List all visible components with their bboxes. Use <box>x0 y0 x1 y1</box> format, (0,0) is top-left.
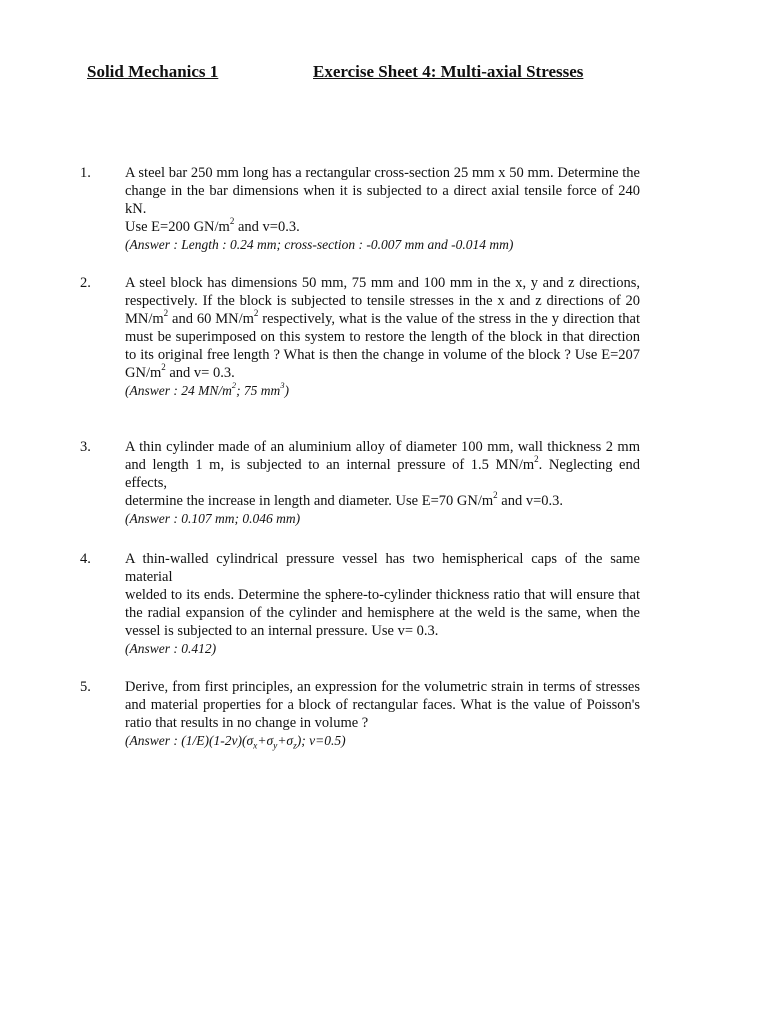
question-line: the radial expansion of the cylinder and hemisphere at the weld is the same, when the <box>125 605 640 621</box>
answer-text: (Answer : $(1/E)(1-2v)(\sigma_x+\sigma_y+\sigma_z)$; v=0.5) <box>125 733 346 752</box>
question-number: 5. <box>80 679 91 695</box>
question-line: and material properties for a block of rectangular faces. What is the value of Poisson's <box>125 697 640 713</box>
question-text <box>125 274 640 400</box>
question-line: to its original free length ? What is then the change in volume of the block ? Use E=207 <box>125 347 640 363</box>
question-line: $GN/m^2$ and v= 0.3. <box>125 361 235 381</box>
question-number: 3. <box>80 439 91 455</box>
question-text <box>125 550 640 658</box>
question-text <box>125 438 640 528</box>
answer-text: (Answer : 0.107 mm; 0.046 mm) <box>125 511 301 526</box>
question-line: must be superimposed on this system to restore the length of the block in that direction <box>125 329 640 345</box>
question-line: A thin cylinder made of an aluminium alloy of diameter 100 mm, wall thickness 2 mm <box>125 439 640 455</box>
question-line: determine the increase in length and diameter. Use E=70 $GN/m^2$ and v=0.3. <box>125 489 564 509</box>
question-line: change in the bar dimensions when it is subjected to a direct axial tensile force of 240 kN. <box>125 183 640 217</box>
answer-text: (Answer : 24 $MN/m^2$; 75 $mm^3$) <box>125 381 289 398</box>
answer-text: (Answer : 0.412) <box>125 641 217 656</box>
question-line: welded to its ends. Determine the sphere-to-cylinder thickness ratio that will ensure that <box>125 587 640 603</box>
question-line: A steel block has dimensions 50 mm, 75 mm and 100 mm in the x, y and z directions, <box>125 275 640 291</box>
question-line: A thin-walled cylindrical pressure vessel has two hemispherical caps of the same material <box>125 551 640 585</box>
question-text <box>125 164 640 254</box>
question-line: ratio that results in no change in volume ? <box>125 715 369 731</box>
sheet-title: Exercise Sheet 4: Multi-axial Stresses <box>313 62 584 81</box>
answer-text: (Answer : Length : 0.24 mm; cross-section : -0.007 mm and -0.014 mm) <box>125 237 514 252</box>
question-line: vessel is subjected to an internal pressure. Use v= 0.3. <box>125 623 439 639</box>
question-line: respectively. If the block is subjected to tensile stresses in the x and z directions of 20 <box>125 293 640 309</box>
course-title: Solid Mechanics 1 <box>87 62 219 81</box>
question-number: 1. <box>80 165 91 181</box>
question-text <box>125 678 640 750</box>
question-number: 2. <box>80 275 91 291</box>
question-line: A steel bar 250 mm long has a rectangular cross-section 25 mm x 50 mm. Determine the <box>125 165 640 181</box>
question-line: Derive, from first principles, an expression for the volumetric strain in terms of stresses <box>125 679 640 695</box>
question-number: 4. <box>80 551 91 567</box>
question-line: Use E=200 $GN/m^2$ and v=0.3. <box>125 215 300 235</box>
question-line: and length 1 m, is subjected to an internal pressure of 1.5 $MN/m^2$. Neglecting end effects, <box>125 453 640 491</box>
question-line: $MN/m^2$ and 60 $MN/m^2$ respectively, what is the value of the stress in the y direction that <box>125 307 640 327</box>
